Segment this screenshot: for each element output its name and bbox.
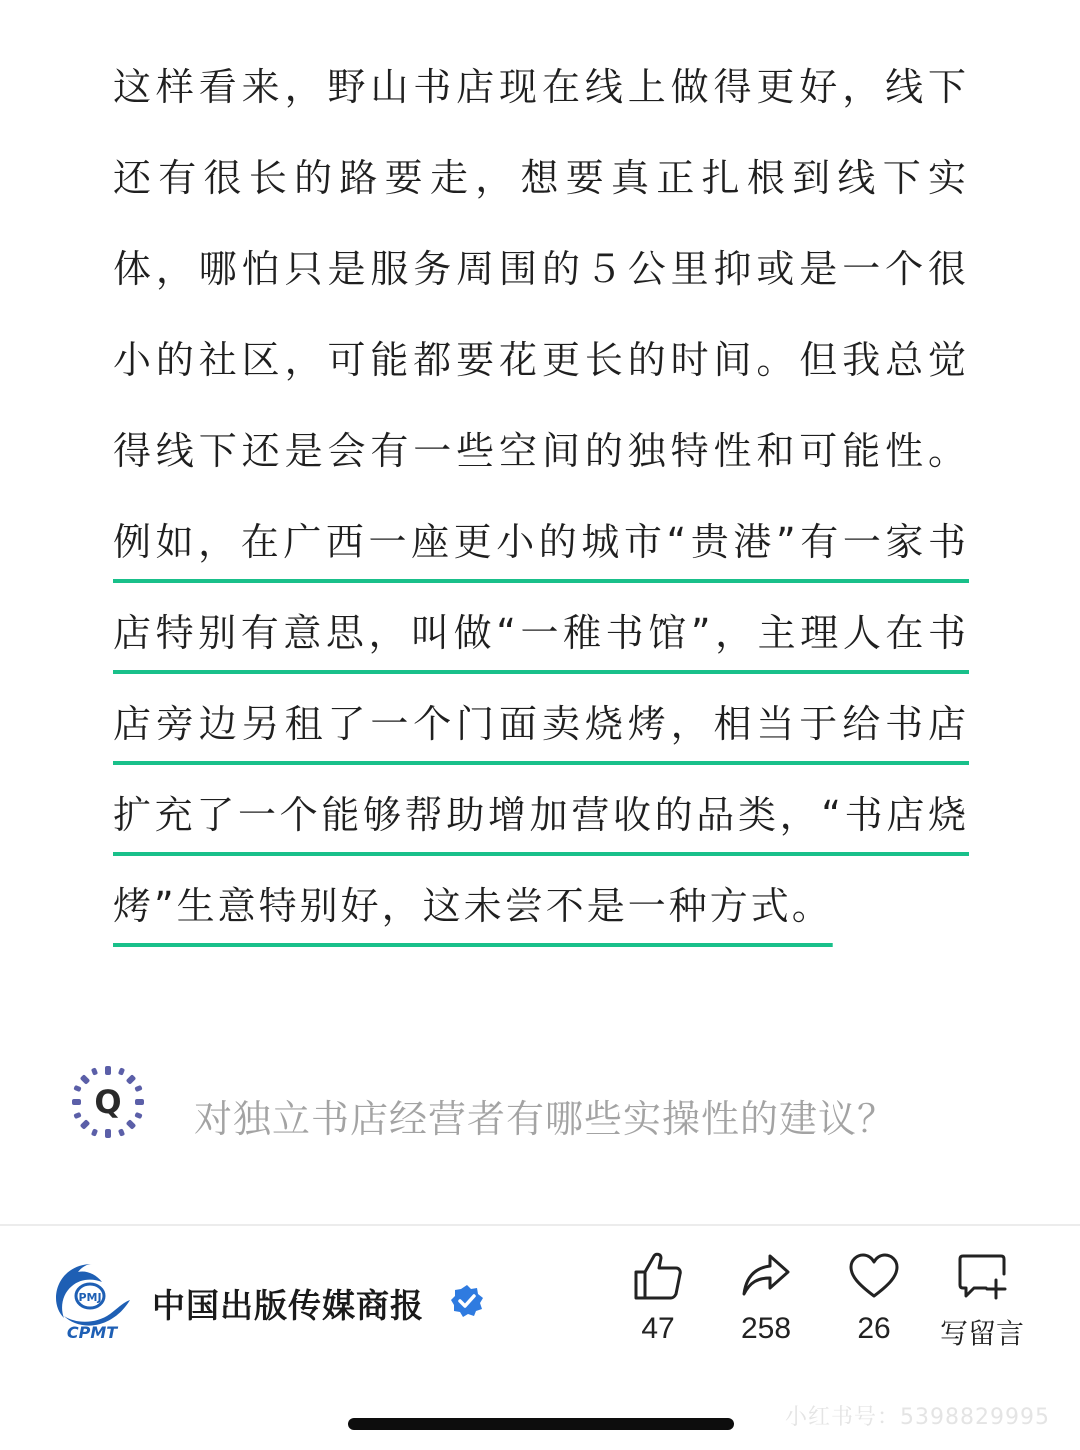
- heart-icon: [848, 1250, 900, 1302]
- watermark: 小红书号：5398829995: [785, 1405, 1050, 1430]
- like-button[interactable]: [604, 1250, 712, 1360]
- home-indicator[interactable]: [348, 1418, 734, 1430]
- question-block[interactable]: [70, 1064, 1010, 1144]
- share-button[interactable]: [712, 1250, 820, 1360]
- article-highlighted-text: 例如，在广西一座更小的城市“贵港”有一家书店特别有意思，叫做“一稚书馆”，主理人在书店旁边另租了一个门面卖烧烤，相当于给书店扩充了一个能够帮助增加营收的品类，“书店烧烤”生意特别好，这未尝不是一种方式。: [113, 520, 969, 928]
- thumbs-up-icon: [632, 1250, 684, 1302]
- favorite-button[interactable]: [820, 1250, 928, 1360]
- share-count: 258: [740, 1312, 792, 1345]
- account-logo-icon[interactable]: [50, 1258, 134, 1342]
- question-badge-icon: [70, 1064, 146, 1140]
- comment-button[interactable]: [928, 1250, 1036, 1360]
- article-plain-text: 这样看来，野山书店现在线上做得更好，线下还有很长的路要走，想要真正扎根到线下实体，哪怕只是服务周围的５公里抑或是一个很小的社区，可能都要花更长的时间。但我总觉得线下还是会有一些空间的独特性和可能性。: [113, 65, 969, 473]
- share-arrow-icon: [740, 1250, 792, 1302]
- comment-label: 写留言: [939, 1317, 1024, 1350]
- question-text: 对独立书店经营者有哪些实操性的建议？: [194, 1097, 897, 1141]
- account-logo-inner-text: PMJ: [78, 1291, 102, 1304]
- footer-bar: [0, 1226, 1080, 1450]
- like-count: 47: [641, 1312, 675, 1345]
- article-body: [113, 42, 969, 952]
- comment-plus-icon: [956, 1250, 1008, 1302]
- account-logo-text: CPMT: [66, 1323, 118, 1342]
- question-badge-letter: Q: [94, 1083, 122, 1121]
- favorite-count: 26: [857, 1312, 891, 1345]
- account-name[interactable]: 中国出版传媒商报: [152, 1286, 424, 1325]
- verified-badge-icon: [450, 1284, 484, 1318]
